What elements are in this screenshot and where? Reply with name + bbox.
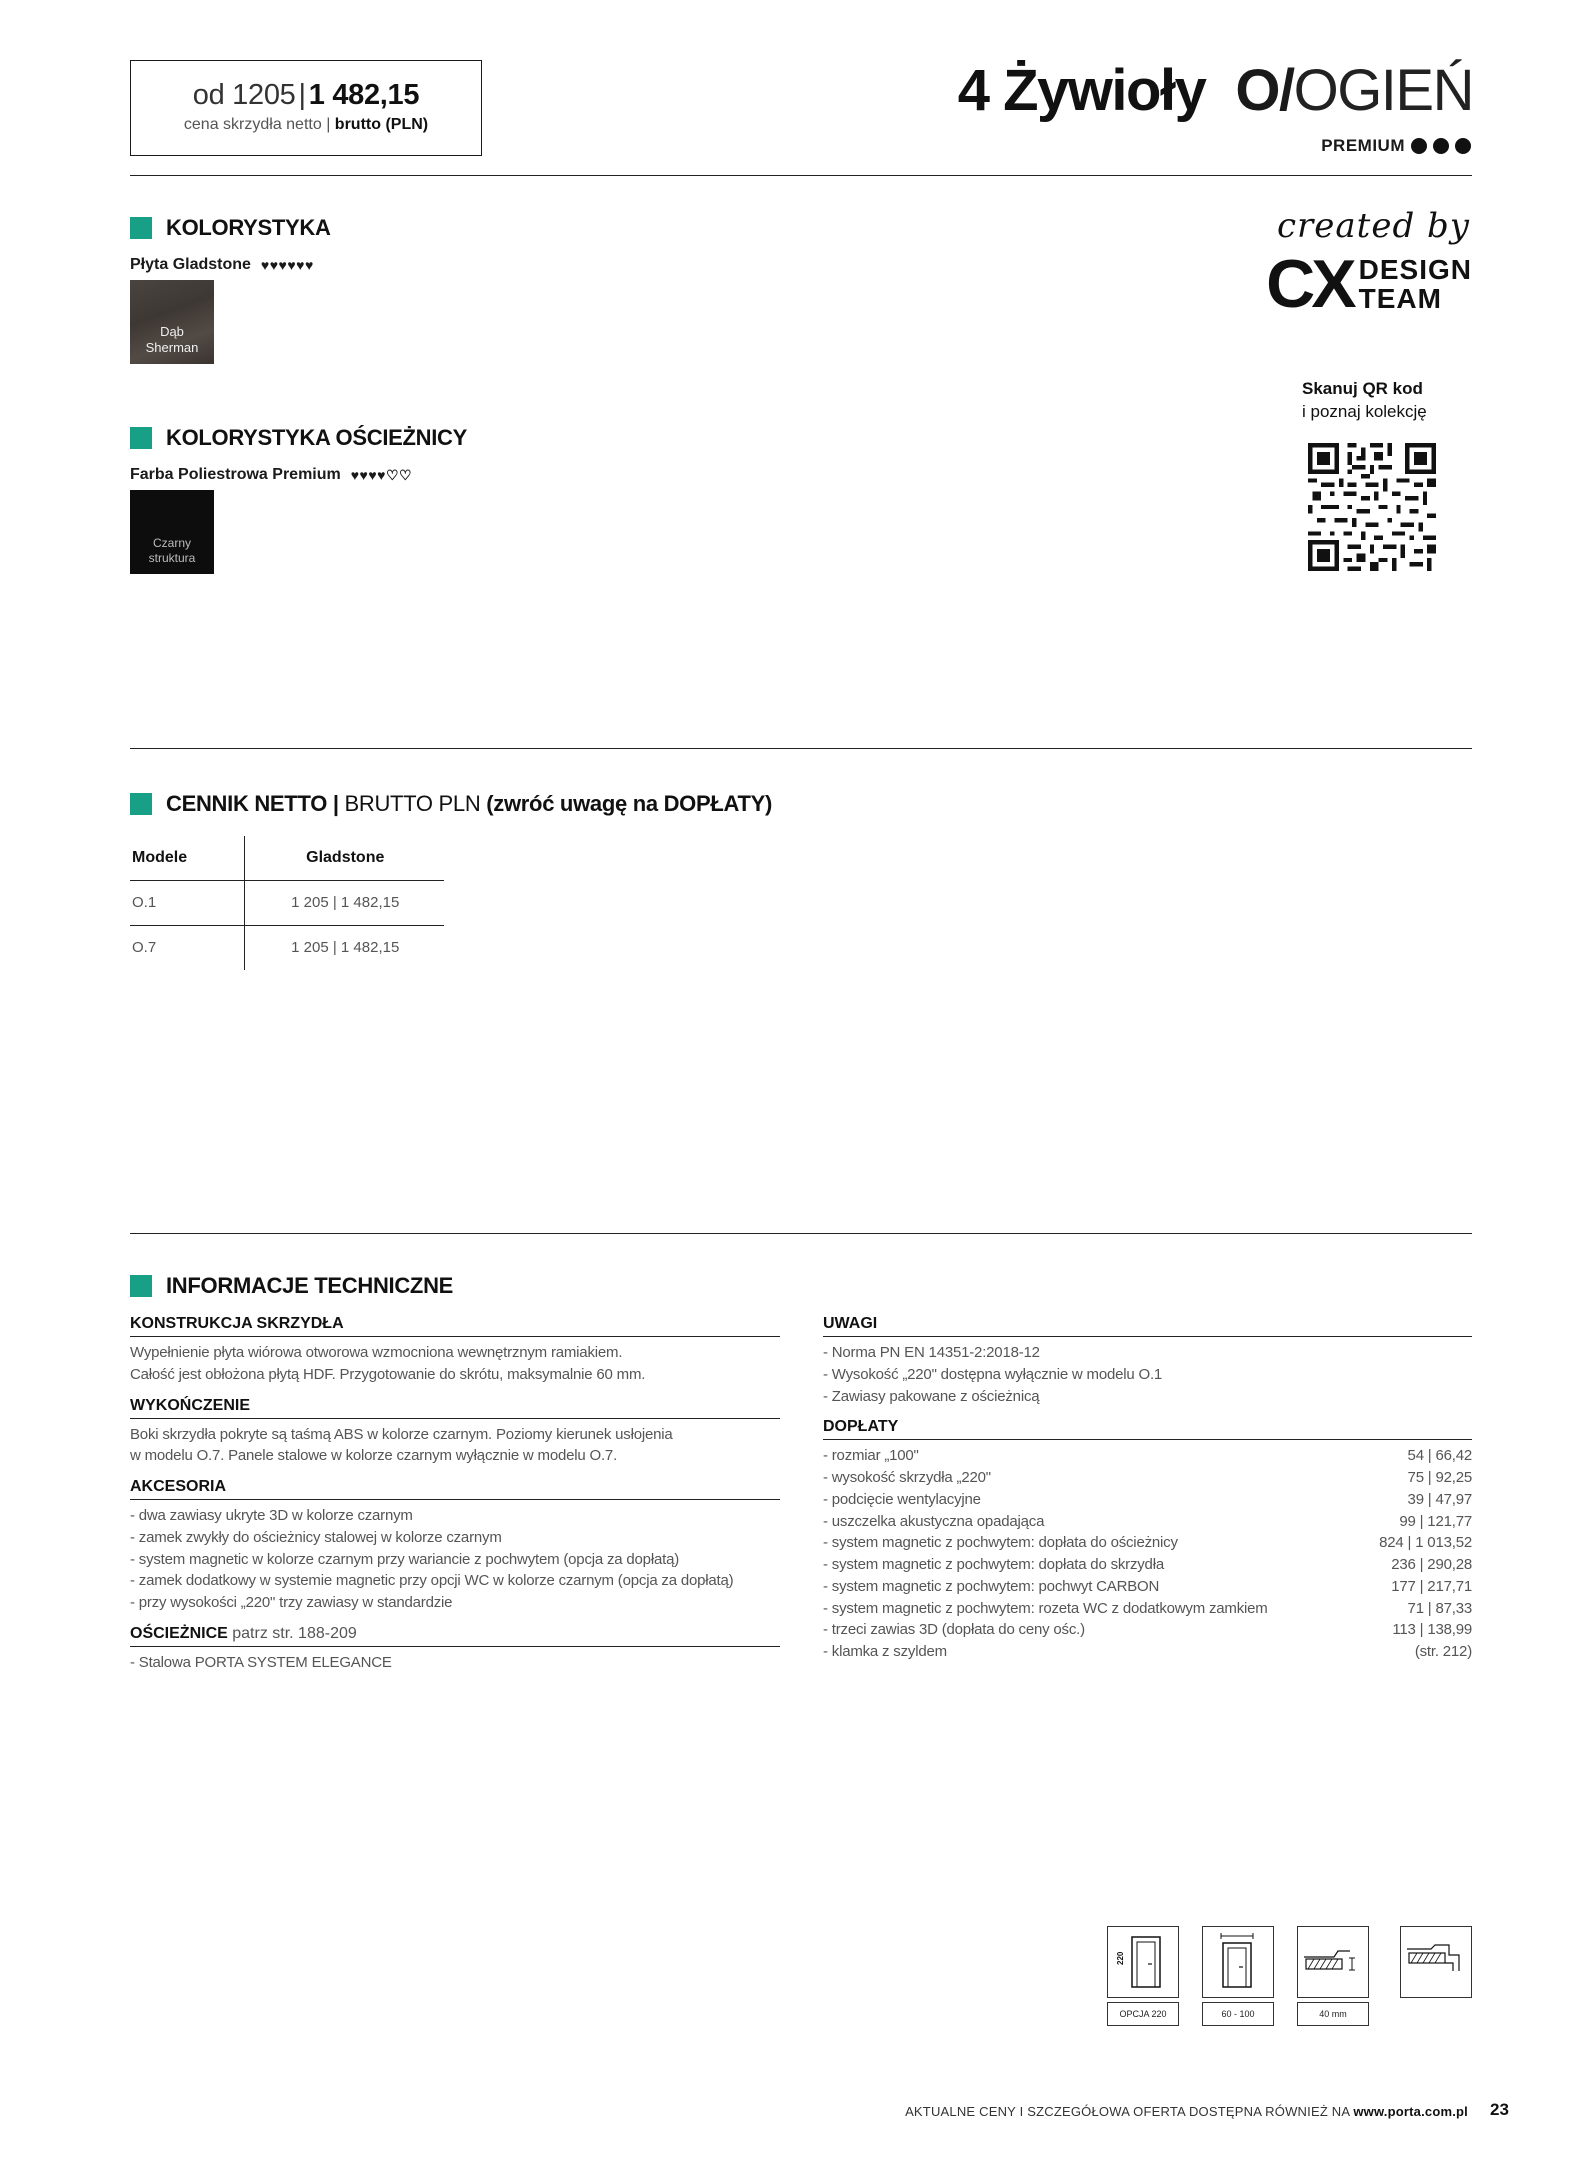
surcharge-name: - trzeci zawias 3D (dopłata do ceny ośc.) [823,1621,1085,1639]
page-number: 23 [1490,2100,1509,2119]
block-title [130,1625,780,1647]
material-name: Farba Poliestrowa Premium [130,466,341,483]
block-akcesoria [130,1478,780,1614]
divider [130,175,1472,176]
surcharge-price: 177 | 217,71 [1391,1577,1472,1595]
surcharge-name: - system magnetic z pochwytem: pochwyt CARBON [823,1577,1160,1595]
swatch-label-2: struktura [148,551,196,565]
icon-label-thickness: 40 mm [1297,2002,1369,2026]
premium-dot-icon [1411,138,1427,154]
section-kolorystyka [130,215,331,241]
price-caption-gross: brutto (PLN) [334,116,429,133]
surcharge-row [823,1641,1472,1663]
cell-model: O.7 [130,925,244,970]
divider [130,1233,1472,1234]
material-label [130,466,412,484]
table-row [130,925,444,970]
cell-price: 1 205 | 1 482,15 [244,880,444,925]
premium-label: PREMIUM [1321,136,1405,155]
surcharge-name: - system magnetic z pochwytem: rozeta WC z dodatkowym zamkiem [823,1599,1268,1617]
swatch-label-2: Sherman [145,339,199,355]
list-item: - przy wysokości „220" trzy zawiasy w standardzie [130,1594,453,1611]
cennik-title-normal: BRUTTO PLN [344,791,481,816]
col-header-models: Modele [130,836,244,880]
text-line: Całość jest obłożona płytą HDF. Przygotowanie do skrótu, maksymalnie 60 mm. [130,1365,646,1383]
logo-design: DESIGN [1358,253,1472,285]
list-item: - Stalowa PORTA SYSTEM ELEGANCE [130,1653,392,1671]
cx-design-team-logo [1266,246,1472,322]
qr-caption [1302,378,1427,424]
surcharge-row [823,1489,1472,1511]
rating-hearts-icon: ♥♥♥♥♥♥ [260,257,314,273]
price-gross: 1 482,15 [308,79,420,111]
price-from: od 1205 [192,79,296,111]
cx-logo-mark: CX [1266,246,1353,322]
oscieznice-title: OŚCIEŻNICE [130,1624,228,1642]
surcharge-name: - podcięcie wentylacyjne [823,1490,981,1508]
qr-caption-text: i poznaj kolekcję [1302,401,1427,421]
surcharge-row [823,1619,1472,1641]
surcharge-row [823,1511,1472,1533]
qr-caption-bold: Skanuj QR kod [1302,379,1423,398]
page-title [957,58,1473,123]
premium-dot-icon [1433,138,1449,154]
table-row [130,880,444,925]
section-square-icon [130,793,152,815]
table-header-row [130,836,444,880]
surcharge-row [823,1532,1472,1554]
icon-label-opcja-220: OPCJA 220 [1107,2002,1179,2026]
tech-left-column [130,1315,780,1685]
block-title: DOPŁATY [823,1418,1472,1440]
section-title: KOLORYSTYKA [166,215,331,240]
rating-hearts-icon: ♥♥♥♥♡♡ [350,466,413,483]
surcharge-name: - wysokość skrzydła „220" [823,1469,991,1486]
surcharge-row [823,1554,1472,1576]
section-title: KOLORYSTYKA OŚCIEŻNICY [166,425,468,450]
created-by-text: created by [1276,206,1470,246]
surcharge-price: 236 | 290,28 [1391,1556,1472,1573]
surcharge-price: 54 | 66,42 [1407,1447,1472,1465]
title-collection: 4 Żywioły [957,58,1206,123]
list-item: - system magnetic w kolorze czarnym przy wariancie z pochwytem (opcja za dopłatą) [130,1550,680,1568]
swatch-label-1: Dąb [160,323,184,339]
price-box [130,60,482,156]
surcharge-name: - rozmiar „100" [823,1447,919,1465]
price-caption: cena skrzydła netto | brutto (PLN) [183,116,429,133]
surcharge-price: 99 | 121,77 [1399,1512,1472,1530]
surcharge-row [823,1445,1472,1467]
color-swatch-dab-sherman[interactable] [130,280,214,364]
block-doplaty [823,1418,1472,1663]
section-square-icon [130,1275,152,1297]
block-title: UWAGI [823,1315,1472,1337]
section-kolorystyka-oscieznicy [130,425,467,451]
block-wykonczenie [130,1397,780,1468]
oscieznice-ref: patrz str. 188-209 [232,1624,357,1642]
list-item: - zamek dodatkowy w systemie magnetic przy opcji WC w kolorze czarnym (opcja za dopłatą) [130,1572,734,1590]
text-line: Boki skrzydła pokryte są taśmą ABS w kolorze czarnym. Poziomy kierunek usłojenia [130,1425,673,1443]
height-220-label: 220 [1116,1951,1125,1965]
logo-team: TEAM [1358,283,1442,314]
surcharge-price: 39 | 47,97 [1407,1490,1472,1508]
section-square-icon [130,427,152,449]
cell-price: 1 205 | 1 482,15 [291,939,400,957]
title-name: OGIEŃ [1293,58,1473,123]
surcharge-name: - uszczelka akustyczna opadająca [823,1512,1045,1530]
surcharge-name: - system magnetic z pochwytem: dopłata do skrzydła [823,1556,1164,1573]
list-item: - zamek zwykły do ościeżnicy stalowej w kolorze czarnym [130,1528,502,1546]
frame-profile-icon [1400,1926,1472,1998]
swatch-label-1: Czarny [152,536,191,550]
col-header-gladstone: Gladstone [244,836,444,880]
section-square-icon [130,217,152,239]
list-item: - Norma PN EN 14351-2:2018-12 [823,1344,1040,1361]
color-swatch-czarny-struktura[interactable] [130,490,214,574]
cell-model: O.1 [130,880,244,925]
divider [130,748,1472,749]
section-cennik [130,791,772,817]
surcharge-price: (str. 212) [1414,1643,1472,1660]
list-item: - dwa zawiasy ukryte 3D w kolorze czarnym [130,1507,413,1524]
qr-code-icon[interactable] [1308,443,1436,571]
icon-label-width: 60 - 100 [1202,2002,1274,2026]
door-width-icon [1202,1926,1274,1998]
surcharge-price: 824 | 1 013,52 [1379,1534,1472,1552]
material-name: Płyta Gladstone [130,256,251,273]
cennik-title-note: (zwróć uwagę na DOPŁATY) [486,791,773,816]
price-caption-net: cena skrzydła netto [183,116,322,133]
text-line: w modelu O.7. Panele stalowe w kolorze czarnym wyłącznie w modelu O.7. [130,1447,618,1465]
block-title: AKCESORIA [130,1478,780,1500]
surcharge-price: 113 | 138,99 [1392,1621,1472,1639]
list-item: - Zawiasy pakowane z ościeżnicą [823,1387,1040,1405]
cennik-title-bold: CENNIK NETTO | [166,791,339,816]
surcharge-price: 75 | 92,25 [1407,1469,1472,1486]
block-title: KONSTRUKCJA SKRZYDŁA [130,1315,780,1337]
surcharge-row [823,1576,1472,1598]
price-main: od 1205 | 1 482,15 [192,79,420,111]
premium-dot-icon [1455,138,1471,154]
footer-url-link[interactable]: www.porta.com.pl [1353,2104,1468,2119]
door-thickness-icon [1297,1926,1369,1998]
block-konstrukcja [130,1315,780,1386]
text-line: Wypełnienie płyta wiórowa otworowa wzmocniona wewnętrznym ramiakiem. [130,1344,623,1361]
price-table [130,836,444,970]
door-height-220-icon [1107,1926,1179,1998]
list-item: - Wysokość „220" dostępna wyłącznie w modelu O.1 [823,1365,1163,1383]
section-title: INFORMACJE TECHNICZNE [166,1273,454,1298]
block-uwagi [823,1315,1472,1407]
premium-badge [1321,136,1471,156]
surcharge-name: - klamka z szyldem [823,1643,947,1660]
surcharge-price: 71 | 87,33 [1407,1599,1472,1617]
surcharge-name: - system magnetic z pochwytem: dopłata do ościeżnicy [823,1534,1178,1552]
tech-right-column [823,1315,1472,1674]
title-series: O/ [1235,58,1294,123]
footer-text: AKTUALNE CENY I SZCZEGÓŁOWA OFERTA DOSTĘPNA RÓWNIEŻ NA [905,2104,1350,2119]
block-title: WYKOŃCZENIE [130,1397,780,1419]
footer-note [905,2104,1468,2119]
block-oscieznice [130,1625,780,1674]
surcharge-row [823,1598,1472,1620]
material-label [130,256,314,274]
surcharge-row [823,1467,1472,1489]
section-informacje-techniczne [130,1273,453,1299]
